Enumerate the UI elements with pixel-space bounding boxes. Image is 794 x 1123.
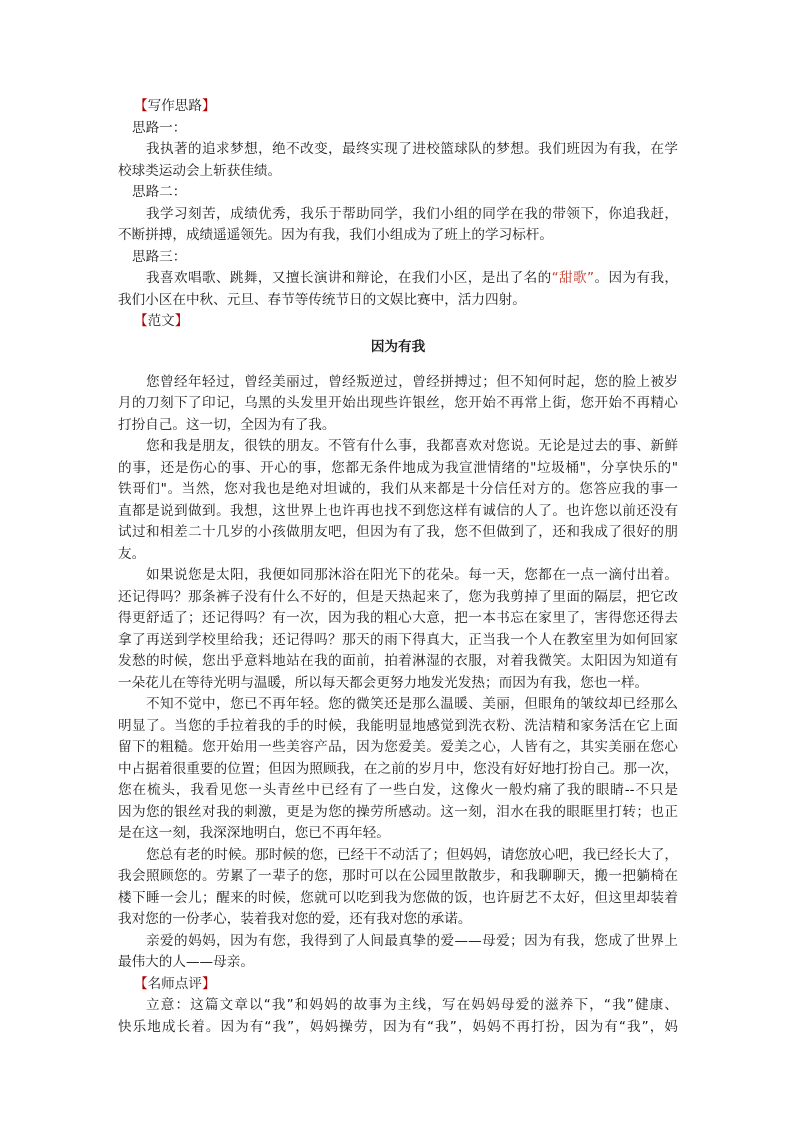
essay-line: 留下的粗糙。您开始用一些美容产品，因为您爱美。爱美之心，人皆有之，其实美丽在您心 (118, 739, 678, 755)
highlight-sweet-song: “甜歌” (551, 270, 595, 286)
idea-3-text-c: 。因为有我， (594, 270, 678, 286)
idea-2-line-1: 我学习刻苦，成绩优秀，我乐于帮助同学，我们小组的同学在我的带领下，你追我赶， (146, 205, 678, 222)
essay-line: 我对您的一份孝心，装着我对您的爱，还有我对您的承诺。 (118, 911, 472, 927)
idea-3-text-a: 我喜欢唱歌、跳舞，又擅长演讲和辩论，在我们小区，是出了名的 (146, 270, 552, 286)
essay-title: 因为有我 (370, 338, 426, 355)
essay-line: 的事，还是伤心的事、开心的事，您都无条件地成为我宣泄情绪的"垃圾桶"，分享快乐的" (118, 459, 678, 476)
essay-line: 发愁的时候，您出乎意料地站在我的面前，拍着淋湿的衣服，对着我微笑。太阳因为知道有 (118, 653, 678, 669)
essay-line: 不知不觉中，您已不再年轻。您的微笑还是那么温暖、美丽，但眼角的皱纹却已经那么 (146, 696, 678, 712)
bracket-right: 】 (201, 98, 216, 114)
section-heading-writing-ideas (118, 96, 678, 118)
section-heading-model-essay (118, 311, 678, 333)
essay-line: 亲爱的妈妈，因为有您，我得到了人间最真挚的爱——母爱；因为有我，您成了世界上 (146, 932, 678, 949)
essay-line: 我会照顾您的。劳累了一辈子的您，那时可以在公园里散散步，和我聊聊天，搬一把躺椅在 (118, 868, 678, 884)
bracket-right: 】 (174, 313, 189, 329)
essay-line: 明显了。当您的手拉着我的手的时候，我能明显地感觉到洗衣粉、洗洁精和家务活在它上面 (118, 717, 678, 734)
essay-line: 如果说您是太阳，我便如同那沐浴在阳光下的花朵。每一天，您都在一点一滴付出着。 (146, 567, 678, 583)
idea-3-line-2: 我们小区在中秋、元旦、春节等传统节日的文娱比赛中，活力四射。 (118, 291, 526, 308)
idea-2-label: 思路二： (132, 184, 187, 200)
bracket-left: 【 (134, 313, 148, 329)
idea-3-label: 思路三： (132, 248, 187, 265)
essay-line: 因为您的银丝对我的刺激，更是为您的操劳所感动。这一刻，泪水在我的眼眶里打转；也正 (118, 803, 678, 820)
essay-line: 得更舒适了；还记得吗？有一次，因为我的粗心大意，把一本书忘在家里了，害得您还得去 (118, 610, 678, 626)
essay-line: 您曾经年轻过，曾经美丽过，曾经叛逆过，曾经拼搏过；但不知何时起，您的脸上被岁 (146, 373, 678, 390)
idea-1-line-2: 校球类运动会上斩获佳绩。 (118, 162, 282, 179)
essay-body (118, 372, 678, 974)
essay-line: 最伟大的人——母亲。 (118, 954, 254, 970)
heading-text: 名师点评 (147, 975, 202, 992)
essay-line: 一朵花儿在等待光明与温暖，所以每天都会更努力地发光发热；而因为有我，您也一样。 (118, 674, 649, 691)
essay-line: 中占据着很重要的位置；但因为照顾我，在之前的岁月中，您没有好好地打扮自己。那一次， (118, 760, 678, 777)
essay-line: 是在这一刻，我深深地明白，您已不再年轻。 (118, 825, 390, 841)
document-page (118, 96, 678, 1038)
review-line: 快乐地成长着。因为有“我”，妈妈操劳，因为有“我”，妈妈不再打扮，因为有“我”，妈 (118, 1018, 678, 1035)
heading-text: 写作思路 (147, 98, 202, 114)
essay-line: 铁哥们"。当然，您对我也是绝对坦诚的，我们从来都是十分信任对方的。您答应我的事一 (118, 481, 678, 497)
essay-line: 您在梳头，我看见您一头青丝中已经有了一些白发，这像火一般灼痛了我的眼睛--不只是 (118, 782, 678, 798)
heading-text: 范文 (147, 313, 175, 329)
idea-3-line-1 (118, 268, 678, 290)
essay-line: 友。 (118, 545, 146, 562)
essay-line: 您和我是朋友，很铁的朋友。不管有什么事，我都喜欢对您说。无论是过去的事、新鲜 (146, 438, 678, 454)
section-heading-teacher-review (118, 974, 678, 996)
essay-line: 打扮自己。这一切，全因为有了我。 (118, 416, 336, 433)
review-line: 立意：这篇文章以“我”和妈妈的故事为主线，写在妈妈母爱的滋养下，“我”健康、 (146, 997, 678, 1013)
essay-line: 直都是说到做到。我想，这世界上也许再也找不到您这样有诚信的人了。也许您以前还没有 (118, 502, 678, 519)
essay-line: 试过和相差二十几岁的小孩做朋友吧，但因为有了我，您不但做到了，还和我成了很好的朋 (118, 524, 678, 540)
bracket-left: 【 (134, 98, 148, 114)
bracket-right: 】 (201, 975, 216, 992)
essay-line: 您总有老的时候。那时候的您，已经干不动活了；但妈妈，请您放心吧，我已经长大了， (146, 846, 678, 863)
idea-1-line-1: 我执著的追求梦想，绝不改变，最终实现了进校篮球队的梦想。我们班因为有我，在学 (146, 141, 678, 157)
bracket-left: 【 (134, 975, 148, 992)
idea-1-label: 思路一： (132, 119, 187, 136)
essay-line: 拿了再送到学校里给我；还记得吗？那天的雨下得真大，正当我一个人在教室里为如何回家 (118, 631, 678, 648)
essay-line: 月的刀刻下了印记，乌黑的头发里开始出现些许银丝，您开始不再常上街，您开始不再精心 (118, 395, 678, 411)
idea-2-line-2: 不断拼搏，成绩遥遥领先。因为有我，我们小组成为了班上的学习标杆。 (118, 227, 553, 243)
essay-line: 楼下睡一会儿；醒来的时候，您就可以吃到我为您做的饭，也许厨艺不太好，但这里却装着 (118, 889, 678, 906)
essay-line: 还记得吗？那条裤子没有什么不好的，但是天热起来了，您为我剪掉了里面的隔层，把它改 (118, 588, 678, 605)
